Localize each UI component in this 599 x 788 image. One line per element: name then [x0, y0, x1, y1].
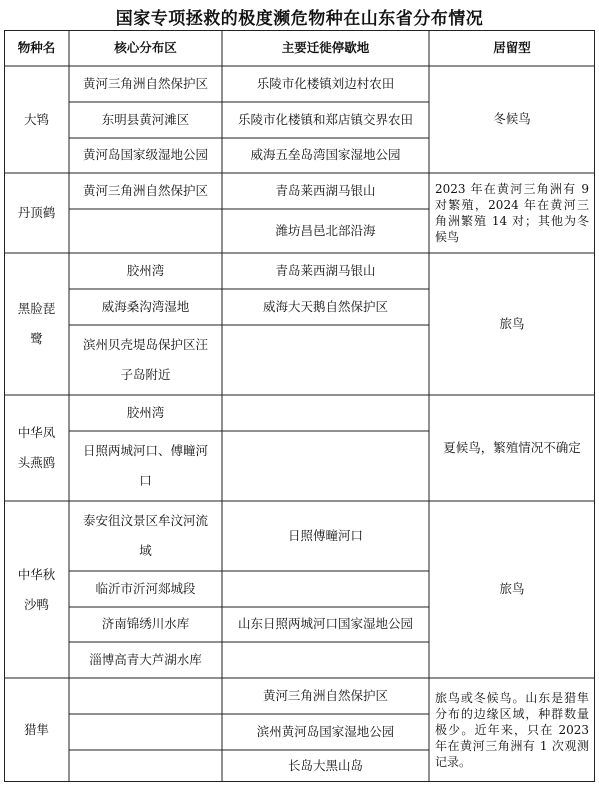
- core-area-cell: 黄河岛国家级湿地公园: [82, 147, 208, 163]
- core-area-cell: 威海桑沟湾湿地: [101, 298, 190, 314]
- residence-cell: 旅鸟: [499, 581, 525, 597]
- core-area-cell: 济南锦绣川水库: [101, 616, 190, 632]
- page-title: 国家专项拯救的极度濒危物种在山东省分布情况: [115, 9, 484, 29]
- species-name: 大鸨: [23, 111, 49, 127]
- stopover-cell: 威海五垒岛湾国家湿地公园: [250, 147, 401, 163]
- species-name: 猎隼: [23, 722, 49, 737]
- core-area-cell: 淄博高青大芦湖水库: [89, 651, 202, 667]
- species-name: 中华秋沙鸭: [17, 566, 56, 612]
- species-name: 黑脸琵鹭: [17, 301, 56, 346]
- stopover-cell: 潍坊昌邑北部沿海: [275, 222, 376, 238]
- header-species: 物种名: [17, 39, 56, 55]
- residence-cell: 夏候鸟，繁殖情况不确定: [443, 439, 581, 455]
- residence-cell: 旅鸟: [499, 315, 525, 331]
- core-area-cell: 泰安徂汶景区牟汶河流域: [82, 513, 208, 558]
- core-area-cell: [69, 714, 222, 750]
- header-residence: 居留型: [493, 39, 531, 55]
- header-stopover: 主要迁徙停歇地: [281, 39, 370, 55]
- stopover-cell: 威海大天鹅自然保护区: [262, 298, 388, 314]
- core-area-cell: 黄河三角洲自然保护区: [82, 75, 208, 91]
- stopover-cell: 乐陵市化楼镇和郑店镇交界农田: [237, 111, 413, 127]
- stopover-cell: [222, 395, 429, 431]
- header-core-area: 核心分布区: [114, 39, 177, 55]
- core-area-cell: 临沂市沂河郯城段: [95, 580, 196, 596]
- stopover-cell: 滨州黄河岛国家湿地公园: [256, 723, 395, 739]
- stopover-cell: 日照傅疃河口: [287, 527, 363, 543]
- stopover-cell: 青岛莱西湖马银山: [275, 182, 376, 198]
- stopover-cell: [222, 642, 429, 678]
- core-area-cell: 胶州湾: [126, 262, 165, 278]
- stopover-cell: [222, 431, 429, 501]
- stopover-cell: [222, 325, 429, 395]
- stopover-cell: 长岛大黑山岛: [287, 757, 363, 773]
- stopover-cell: 青岛莱西湖马银山: [275, 262, 376, 278]
- species-distribution-table: [4, 30, 595, 782]
- core-area-cell: 滨州贝壳堤岛保护区汪子岛附近: [82, 337, 208, 382]
- stopover-cell: [222, 571, 429, 607]
- core-area-cell: 胶州湾: [126, 404, 165, 420]
- core-area-cell: [69, 750, 222, 782]
- stopover-cell: 黄河三角洲自然保护区: [262, 687, 388, 703]
- residence-cell: 2023 年在黄河三角洲有 9 对繁殖，2024 年在黄河三角洲繁殖 14 对；其他为冬候鸟: [435, 181, 589, 245]
- stopover-cell: 乐陵市化楼镇刘边村农田: [256, 75, 395, 91]
- core-area-cell: [69, 209, 222, 253]
- core-area-cell: 日照两城河口、傅疃河口: [82, 443, 208, 488]
- species-name: 丹顶鹤: [17, 205, 56, 220]
- species-name: 中华凤头燕鸥: [17, 425, 56, 470]
- core-area-cell: 黄河三角洲自然保护区: [82, 182, 208, 198]
- core-area-cell: [69, 678, 222, 714]
- core-area-cell: 东明县黄河滩区: [101, 111, 190, 127]
- residence-cell: 旅鸟或冬候鸟。山东是猎隼分布的边缘区域，种群数量极少。近年来，只在 2023 年在黄河三角洲有 1 次观测记录。: [435, 690, 589, 770]
- stopover-cell: 山东日照两城河口国家湿地公园: [237, 616, 413, 632]
- residence-cell: 冬候鸟: [493, 111, 531, 127]
